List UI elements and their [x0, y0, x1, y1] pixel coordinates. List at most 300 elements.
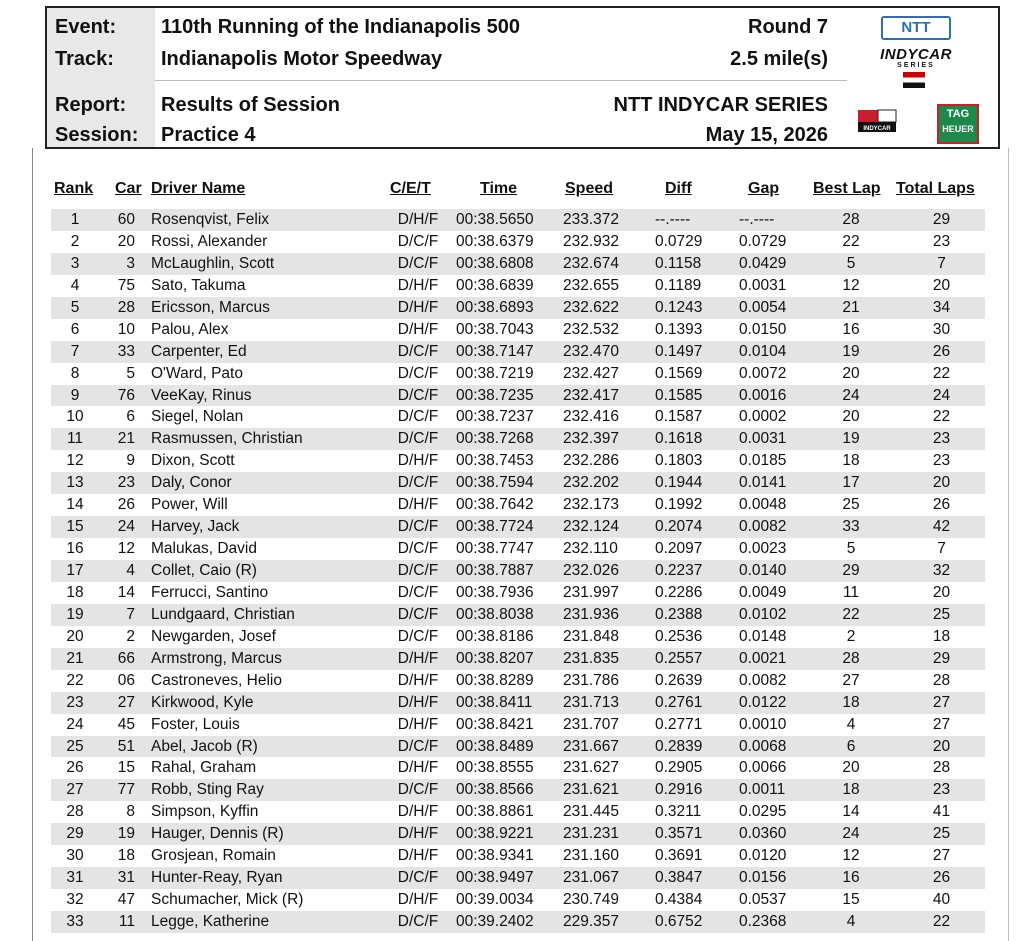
- time-cell: 00:38.9341: [456, 847, 534, 865]
- time-cell: 00:38.8289: [456, 671, 534, 689]
- time-cell: 00:38.7453: [456, 452, 534, 470]
- rank-cell: 3: [70, 254, 80, 272]
- total-laps-cell: 40: [932, 891, 951, 909]
- time-cell: 00:38.7147: [456, 342, 534, 360]
- best-lap-cell: 20: [842, 364, 860, 382]
- car-cell: 3: [126, 254, 135, 272]
- cet-cell: D/H/F: [397, 847, 439, 865]
- rank-cell: 17: [66, 562, 84, 579]
- driver-cell: VeeKay, Rinus: [151, 386, 252, 404]
- speed-cell: 231.835: [563, 649, 620, 667]
- driver-cell: Simpson, Kyffin: [151, 803, 259, 821]
- car-cell: 5: [126, 364, 135, 382]
- time-cell: 00:38.8411: [456, 693, 533, 711]
- driver-cell: Ferrucci, Santino: [151, 583, 269, 601]
- speed-cell: 231.067: [563, 869, 620, 887]
- diff-cell: 0.1618: [655, 430, 703, 448]
- gap-cell: 0.0048: [739, 496, 787, 514]
- rank-cell: 19: [66, 605, 84, 623]
- table-row: [51, 472, 985, 494]
- cet-cell: D/H/F: [397, 715, 439, 733]
- speed-cell: 231.445: [563, 803, 620, 821]
- time-cell: 00:38.7747: [456, 540, 534, 558]
- total-laps-cell: 34: [932, 298, 951, 316]
- total-laps-cell: 42: [932, 518, 951, 536]
- driver-cell: Power, Will: [151, 496, 228, 514]
- diff-cell: 0.1243: [655, 298, 703, 316]
- time-cell: 00:38.9497: [456, 869, 534, 887]
- driver-cell: Rasmussen, Christian: [151, 430, 303, 448]
- time-cell: 00:38.9221: [456, 825, 534, 843]
- car-cell: 27: [117, 693, 135, 711]
- table-row: [51, 450, 985, 472]
- table-row: [51, 911, 985, 933]
- car-cell: 11: [118, 913, 135, 930]
- diff-cell: 0.1393: [655, 320, 703, 338]
- rank-cell: 33: [66, 913, 84, 930]
- gap-cell: 0.0122: [739, 693, 787, 711]
- table-row: [51, 670, 985, 692]
- gap-cell: 0.0031: [739, 276, 787, 294]
- rank-cell: 15: [66, 518, 84, 536]
- cet-cell: D/C/F: [397, 737, 439, 755]
- driver-cell: Kirkwood, Kyle: [151, 693, 254, 711]
- driver-cell: Schumacher, Mick (R): [151, 891, 304, 909]
- table-body: [51, 209, 985, 933]
- speed-cell: 233.372: [563, 211, 620, 228]
- car-cell: 60: [117, 211, 135, 228]
- time-cell: 00:38.8421: [456, 715, 534, 733]
- car-cell: 10: [117, 320, 135, 338]
- tag-logo-text: TAG: [946, 108, 970, 120]
- diff-cell: 0.2388: [655, 605, 703, 623]
- gap-cell: --.----: [739, 211, 775, 228]
- table-row: [51, 538, 985, 560]
- driver-cell: Hunter-Reay, Ryan: [151, 869, 283, 887]
- best-lap-cell: 19: [842, 342, 860, 360]
- time-cell: 00:38.8861: [456, 803, 534, 821]
- table-row: [51, 363, 985, 385]
- page-edge-left: [32, 148, 33, 941]
- table-row: [51, 736, 985, 758]
- best-lap-cell: 24: [842, 386, 860, 404]
- gap-cell: 0.0031: [739, 430, 787, 448]
- best-lap-cell: 33: [842, 518, 860, 536]
- car-cell: 18: [117, 847, 135, 865]
- cet-cell: D/C/F: [397, 781, 439, 799]
- total-laps-cell: 23: [932, 452, 951, 470]
- gap-cell: 0.0023: [739, 540, 787, 558]
- diff-cell: 0.3211: [655, 803, 702, 821]
- car-cell: 2: [126, 627, 135, 645]
- best-lap-cell: 21: [842, 298, 860, 316]
- track-name: Indianapolis Motor Speedway: [161, 48, 443, 70]
- driver-cell: Lundgaard, Christian: [151, 605, 295, 623]
- table-row: [51, 319, 985, 341]
- cet-cell: D/H/F: [397, 759, 439, 777]
- header-best-lap: Best Lap: [813, 180, 881, 197]
- table-row: [51, 253, 985, 275]
- speed-cell: 232.173: [563, 496, 620, 514]
- rank-cell: 27: [66, 781, 84, 799]
- header-car: Car: [115, 180, 142, 197]
- car-cell: 14: [117, 583, 135, 601]
- cet-cell: D/C/F: [397, 605, 439, 623]
- speed-cell: 231.667: [563, 737, 620, 755]
- indycar-logo-text: INDYCAR: [880, 46, 952, 63]
- time-cell: 00:38.6808: [456, 254, 534, 272]
- driver-cell: Armstrong, Marcus: [151, 649, 282, 667]
- driver-cell: McLaughlin, Scott: [151, 254, 275, 272]
- flag-icon: [903, 72, 925, 88]
- cet-cell: D/H/F: [397, 891, 439, 909]
- diff-cell: 0.3847: [655, 869, 703, 887]
- diff-cell: --.----: [655, 211, 691, 228]
- total-laps-cell: 23: [932, 781, 951, 799]
- cet-cell: D/C/F: [397, 342, 439, 360]
- cet-cell: D/H/F: [397, 452, 439, 470]
- diff-cell: 0.2916: [655, 781, 703, 799]
- table-row: [51, 823, 985, 845]
- total-laps-cell: 22: [932, 408, 951, 426]
- event-label: Event:: [55, 16, 117, 38]
- time-cell: 00:39.2402: [456, 913, 534, 930]
- car-cell: 6: [126, 408, 135, 426]
- total-laps-cell: 25: [932, 825, 951, 843]
- best-lap-cell: 20: [842, 408, 860, 426]
- car-cell: 24: [117, 518, 135, 536]
- session-date: May 15, 2026: [705, 124, 828, 146]
- diff-cell: 0.3571: [655, 825, 703, 843]
- rank-cell: 22: [66, 671, 84, 689]
- gap-cell: 0.0104: [739, 342, 787, 360]
- driver-cell: Palou, Alex: [151, 320, 229, 338]
- rank-cell: 5: [70, 298, 80, 316]
- diff-cell: 0.1803: [655, 452, 703, 470]
- driver-cell: Foster, Louis: [151, 715, 240, 733]
- total-laps-cell: 28: [932, 759, 951, 777]
- event-name: 110th Running of the Indianapolis 500: [161, 16, 520, 38]
- gap-cell: 0.0120: [739, 847, 787, 865]
- diff-cell: 0.1944: [655, 474, 703, 492]
- time-cell: 00:38.6839: [456, 276, 534, 294]
- gap-cell: 0.0102: [739, 605, 787, 623]
- rank-cell: 26: [66, 759, 84, 777]
- time-cell: 00:38.8566: [456, 781, 534, 799]
- driver-cell: Rahal, Graham: [151, 759, 257, 777]
- diff-cell: 0.4384: [655, 891, 703, 909]
- total-laps-cell: 20: [932, 583, 951, 601]
- total-laps-cell: 7: [937, 540, 946, 558]
- best-lap-cell: 18: [842, 781, 860, 799]
- table-row: [51, 626, 985, 648]
- speed-cell: 232.026: [563, 562, 620, 579]
- speed-cell: 232.532: [563, 320, 620, 338]
- cet-cell: D/C/F: [397, 540, 439, 558]
- diff-cell: 0.2097: [655, 540, 703, 558]
- table-row: [51, 714, 985, 736]
- best-lap-cell: 15: [842, 891, 860, 909]
- gap-cell: 0.0141: [739, 474, 787, 492]
- rank-cell: 7: [70, 342, 80, 360]
- cet-cell: D/C/F: [397, 364, 439, 382]
- series-logo-text: SERIES: [897, 62, 935, 69]
- driver-cell: Malukas, David: [151, 540, 257, 558]
- rank-cell: 2: [70, 232, 80, 250]
- speed-cell: 231.848: [563, 627, 620, 645]
- total-laps-cell: 22: [932, 364, 951, 382]
- total-laps-cell: 32: [932, 562, 951, 579]
- cet-cell: D/C/F: [397, 474, 439, 492]
- rank-cell: 20: [66, 627, 84, 645]
- diff-cell: 0.2905: [655, 759, 703, 777]
- rank-cell: 25: [66, 737, 84, 755]
- cet-cell: D/H/F: [397, 320, 439, 338]
- diff-cell: 0.6752: [655, 913, 703, 930]
- best-lap-cell: 14: [842, 803, 860, 821]
- total-laps-cell: 41: [932, 803, 951, 821]
- driver-cell: Grosjean, Romain: [151, 847, 276, 865]
- time-cell: 00:38.6893: [456, 298, 534, 316]
- rank-cell: 29: [66, 825, 84, 843]
- best-lap-cell: 6: [846, 737, 856, 755]
- cet-cell: D/C/F: [397, 518, 439, 536]
- table-row: [51, 692, 985, 714]
- table-header: [51, 178, 985, 204]
- gap-cell: 0.0021: [739, 649, 787, 667]
- page-edge-right: [1008, 148, 1009, 941]
- diff-cell: 0.1587: [655, 408, 703, 426]
- gap-cell: 0.0066: [739, 759, 787, 777]
- speed-cell: 232.622: [563, 298, 620, 316]
- table-row: [51, 757, 985, 779]
- total-laps-cell: 20: [932, 737, 951, 755]
- car-cell: 47: [117, 891, 135, 909]
- rank-cell: 31: [66, 869, 84, 887]
- table-row: [51, 889, 985, 911]
- table-row: [51, 406, 985, 428]
- speed-cell: 230.749: [563, 891, 620, 909]
- rank-cell: 32: [66, 891, 84, 909]
- cet-cell: D/C/F: [397, 386, 439, 404]
- speed-cell: 231.707: [563, 715, 620, 733]
- rank-cell: 4: [70, 276, 80, 294]
- speed-cell: 232.286: [563, 452, 620, 470]
- table-row: [51, 297, 985, 319]
- car-cell: 21: [117, 430, 135, 448]
- car-cell: 9: [126, 452, 135, 470]
- time-cell: 00:38.7268: [456, 430, 534, 448]
- diff-cell: 0.3691: [655, 847, 703, 865]
- time-cell: 00:38.5650: [456, 211, 534, 228]
- time-cell: 00:38.8038: [456, 605, 534, 623]
- speed-cell: 232.674: [563, 254, 620, 272]
- driver-cell: Legge, Katherine: [151, 913, 270, 930]
- best-lap-cell: 18: [842, 452, 860, 470]
- best-lap-cell: 12: [842, 276, 860, 294]
- heuer-logo-text: HEUER: [942, 124, 974, 134]
- total-laps-cell: 23: [932, 232, 951, 250]
- cet-cell: D/H/F: [397, 671, 439, 689]
- total-laps-cell: 27: [932, 847, 951, 865]
- cet-cell: D/C/F: [397, 869, 439, 887]
- total-laps-cell: 29: [932, 649, 951, 667]
- header-time: Time: [480, 180, 518, 197]
- rank-cell: 21: [66, 649, 84, 667]
- diff-cell: 0.2074: [655, 518, 703, 536]
- car-cell: 31: [117, 869, 135, 887]
- total-laps-cell: 27: [932, 693, 951, 711]
- total-laps-cell: 20: [932, 276, 951, 294]
- best-lap-cell: 24: [842, 825, 860, 843]
- best-lap-cell: 27: [842, 671, 860, 689]
- best-lap-cell: 28: [842, 649, 860, 667]
- speed-cell: 232.932: [563, 232, 620, 250]
- table-row: [51, 209, 985, 231]
- cet-cell: D/H/F: [397, 803, 439, 821]
- gap-cell: 0.0429: [739, 254, 787, 272]
- table-row: [51, 560, 985, 582]
- diff-cell: 0.1585: [655, 386, 703, 404]
- speed-cell: 231.231: [563, 825, 620, 843]
- driver-cell: Hauger, Dennis (R): [151, 825, 284, 843]
- speed-cell: 232.124: [563, 518, 620, 536]
- cet-cell: D/H/F: [397, 693, 439, 711]
- time-cell: 00:38.6379: [456, 232, 534, 250]
- rank-cell: 28: [66, 803, 84, 821]
- best-lap-cell: 4: [846, 913, 856, 930]
- driver-cell: Harvey, Jack: [151, 518, 240, 536]
- diff-cell: 0.1189: [655, 276, 702, 294]
- rank-cell: 6: [70, 320, 80, 338]
- driver-cell: Rossi, Alexander: [151, 232, 268, 250]
- speed-cell: 232.110: [563, 540, 618, 558]
- diff-cell: 0.2761: [655, 693, 703, 711]
- car-cell: 77: [117, 781, 135, 799]
- header-driver: Driver Name: [151, 180, 246, 197]
- car-cell: 4: [126, 562, 135, 579]
- series-name: NTT INDYCAR SERIES: [613, 94, 828, 116]
- rank-cell: 9: [70, 386, 80, 404]
- total-laps-cell: 29: [932, 211, 951, 228]
- speed-cell: 231.621: [563, 781, 620, 799]
- gap-cell: 0.0537: [739, 891, 787, 909]
- rank-cell: 8: [70, 364, 80, 382]
- table-row: [51, 275, 985, 297]
- rank-cell: 18: [66, 583, 84, 601]
- car-cell: 19: [117, 825, 135, 843]
- diff-cell: 0.1992: [655, 496, 703, 514]
- rank-cell: 24: [66, 715, 84, 733]
- time-cell: 00:38.8489: [456, 737, 534, 755]
- speed-cell: 231.997: [563, 583, 620, 601]
- total-laps-cell: 23: [932, 430, 951, 448]
- best-lap-cell: 22: [842, 605, 860, 623]
- gap-cell: 0.0068: [739, 737, 787, 755]
- best-lap-cell: 5: [846, 254, 856, 272]
- driver-cell: Ericsson, Marcus: [151, 298, 270, 316]
- driver-cell: Newgarden, Josef: [151, 627, 276, 645]
- gap-cell: 0.0148: [739, 627, 787, 645]
- rank-cell: 12: [66, 452, 84, 470]
- header-rank: Rank: [54, 180, 94, 197]
- speed-cell: 232.655: [563, 276, 620, 294]
- best-lap-cell: 25: [842, 496, 860, 514]
- header-total-laps: Total Laps: [896, 180, 975, 197]
- time-cell: 00:38.7887: [456, 562, 534, 579]
- time-cell: 00:38.8186: [456, 627, 534, 645]
- best-lap-cell: 22: [842, 232, 860, 250]
- gap-cell: 0.0002: [739, 408, 787, 426]
- gap-cell: 0.0054: [739, 298, 787, 316]
- table-row: [51, 516, 985, 538]
- time-cell: 00:38.7936: [456, 583, 534, 601]
- best-lap-cell: 16: [842, 869, 860, 887]
- rank-cell: 30: [66, 847, 84, 865]
- driver-cell: Sato, Takuma: [151, 276, 246, 294]
- session-label: Session:: [55, 124, 139, 146]
- table-row: [51, 385, 985, 407]
- car-cell: 20: [117, 232, 135, 250]
- time-cell: 00:38.7594: [456, 474, 534, 492]
- best-lap-cell: 29: [842, 562, 860, 579]
- cet-cell: D/C/F: [397, 562, 439, 579]
- time-cell: 00:38.7043: [456, 320, 534, 338]
- rank-cell: 11: [66, 430, 84, 448]
- gap-cell: 0.0011: [739, 781, 786, 799]
- best-lap-cell: 20: [842, 759, 860, 777]
- time-cell: 00:39.0034: [456, 891, 534, 909]
- report-name: Results of Session: [161, 94, 340, 116]
- tag-heuer-logo: [937, 104, 979, 144]
- car-cell: 06: [117, 671, 135, 689]
- car-cell: 75: [117, 276, 135, 294]
- table-row: [51, 231, 985, 253]
- car-cell: 76: [117, 386, 135, 404]
- speed-cell: 232.202: [563, 474, 620, 492]
- rank-cell: 16: [66, 540, 84, 558]
- rank-cell: 1: [70, 211, 80, 228]
- car-cell: 26: [117, 496, 135, 514]
- gap-cell: 0.0010: [739, 715, 787, 733]
- total-laps-cell: 18: [932, 627, 951, 645]
- track-length: 2.5 mile(s): [730, 48, 828, 70]
- gap-cell: 0.0156: [739, 869, 787, 887]
- table-row: [51, 494, 985, 516]
- cet-cell: D/C/F: [397, 430, 439, 448]
- best-lap-cell: 17: [842, 474, 860, 492]
- table-row: [51, 582, 985, 604]
- speed-cell: 231.160: [563, 847, 620, 865]
- diff-cell: 0.2557: [655, 649, 703, 667]
- driver-cell: Daly, Conor: [151, 474, 232, 492]
- cet-cell: D/H/F: [397, 298, 439, 316]
- diff-cell: 0.2839: [655, 737, 703, 755]
- best-lap-cell: 12: [842, 847, 860, 865]
- gap-cell: 0.0729: [739, 232, 787, 250]
- driver-cell: Collet, Caio (R): [151, 562, 257, 579]
- table-row: [51, 867, 985, 889]
- total-laps-cell: 20: [932, 474, 951, 492]
- car-cell: 66: [117, 649, 135, 667]
- report-label: Report:: [55, 94, 127, 116]
- speed-cell: 231.627: [563, 759, 620, 777]
- cet-cell: D/C/F: [397, 913, 439, 930]
- total-laps-cell: 24: [932, 386, 951, 404]
- header-divider: [155, 80, 847, 81]
- total-laps-cell: 22: [932, 913, 951, 930]
- best-lap-cell: 5: [846, 540, 856, 558]
